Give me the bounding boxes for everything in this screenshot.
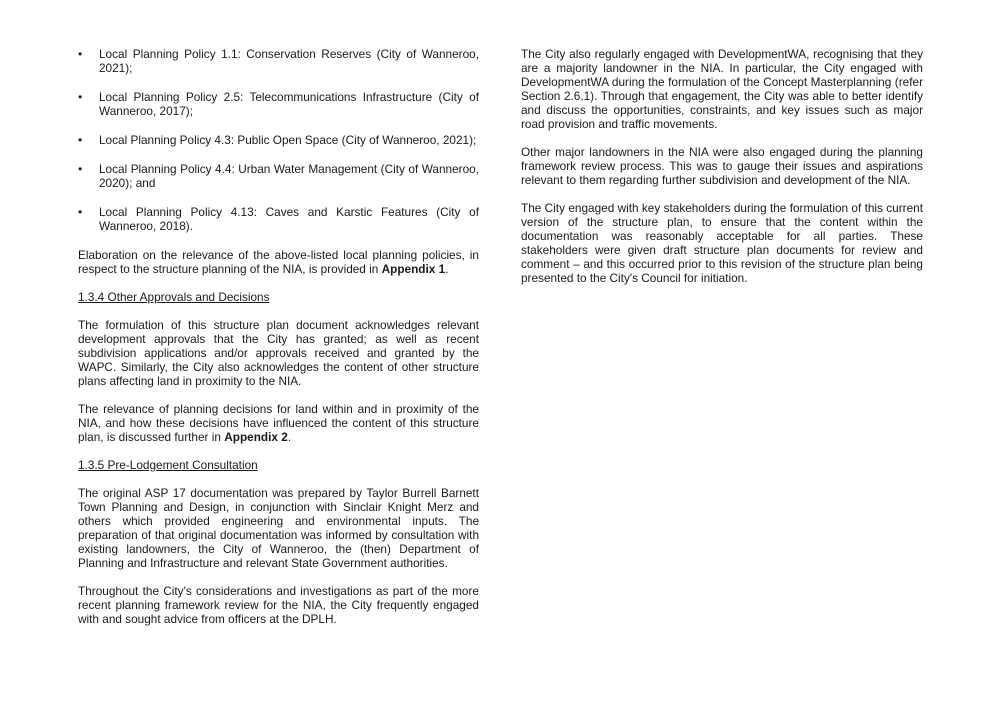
bullet-icon: •: [78, 47, 83, 61]
bullet-icon: •: [78, 162, 83, 176]
consultation-paragraph-2: Throughout the City's considerations and investigations as part of the more recent planning framework review for the NIA, the City frequently engaged with and sought advice from officers at the DPLH.: [78, 584, 479, 626]
appendix-1-reference: Appendix 1: [381, 262, 446, 276]
section-heading-1-3-5: 1.3.5 Pre-Lodgement Consultation: [78, 458, 258, 472]
consultation-paragraph-1: The original ASP 17 documentation was prepared by Taylor Burrell Barnett Town Planning and Design, in conjunction with Sinclair Knight Merz and others which provided engineering and environmental inputs. The preparation of that original documentation was informed by consultation with existing landowners, the City of Wanneroo, the (then) Department of Planning and Infrastructure and relevant State Government authorities.: [78, 486, 479, 570]
list-item-text: Local Planning Policy 2.5: Telecommunications Infrastructure (City of Wanneroo, 2017);: [99, 90, 479, 118]
landowners-paragraph: Other major landowners in the NIA were also engaged during the planning framework review process. This was to gauge their issues and aspirations relevant to them regarding further subdivision and development of the NIA.: [521, 145, 923, 187]
developmentwa-paragraph: The City also regularly engaged with DevelopmentWA, recognising that they are a majority landowner in the NIA. In particular, the City engaged with DevelopmentWA during the formulation of the Concept Masterplanning (refer Section 2.6.1). Through that engagement, the City was able to better identify and discuss the opportunities, constraints, and key issues such as major road provision and traffic movements.: [521, 47, 923, 131]
approvals-paragraph-2: [78, 402, 479, 444]
elaboration-text: Elaboration on the relevance of the above-listed local planning policies, in respect to the structure planning of the NIA, is provided in: [78, 248, 479, 276]
list-item-text: Local Planning Policy 4.13: Caves and Karstic Features (City of Wanneroo, 2018).: [99, 205, 479, 233]
approvals-paragraph-2-end: .: [287, 430, 292, 444]
left-column: [78, 47, 479, 640]
list-item: [78, 133, 479, 147]
list-item: [78, 47, 479, 75]
list-item-text: Local Planning Policy 4.4: Urban Water Management (City of Wanneroo, 2020); and: [99, 162, 479, 190]
list-item: [78, 162, 479, 190]
list-item-text: Local Planning Policy 1.1: Conservation Reserves (City of Wanneroo, 2021);: [99, 47, 479, 75]
list-item-text: Local Planning Policy 4.3: Public Open Space (City of Wanneroo, 2021);: [99, 133, 477, 147]
approvals-paragraph-2-text: The relevance of planning decisions for land within and in proximity of the NIA, and how these decisions have influenced the content of this structure plan, is discussed further in: [78, 402, 479, 444]
bullet-icon: •: [78, 90, 83, 104]
right-column: [521, 47, 923, 299]
bullet-icon: •: [78, 205, 83, 219]
appendix-2-reference: Appendix 2: [224, 430, 288, 444]
policy-list: [78, 47, 479, 233]
list-item: [78, 90, 479, 118]
bullet-icon: •: [78, 133, 83, 147]
list-item: [78, 205, 479, 233]
section-heading-1-3-4: 1.3.4 Other Approvals and Decisions: [78, 290, 270, 304]
stakeholders-paragraph: The City engaged with key stakeholders during the formulation of this current version of the structure plan, to ensure that the content within the documentation was reasonably acceptable for all parties. These stakeholders were given draft structure plan documents for review and comment – and this occurred prior to this revision of the structure plan being presented to the City's Council for initiation.: [521, 201, 923, 285]
approvals-paragraph-1: The formulation of this structure plan document acknowledges relevant development approvals that the City has granted; as well as recent subdivision applications and/or approvals received and granted by the WAPC. Similarly, the City also acknowledges the content of other structure plans affecting land in proximity to the NIA.: [78, 318, 479, 388]
elaboration-end: .: [445, 262, 449, 276]
elaboration-paragraph: [78, 248, 479, 276]
